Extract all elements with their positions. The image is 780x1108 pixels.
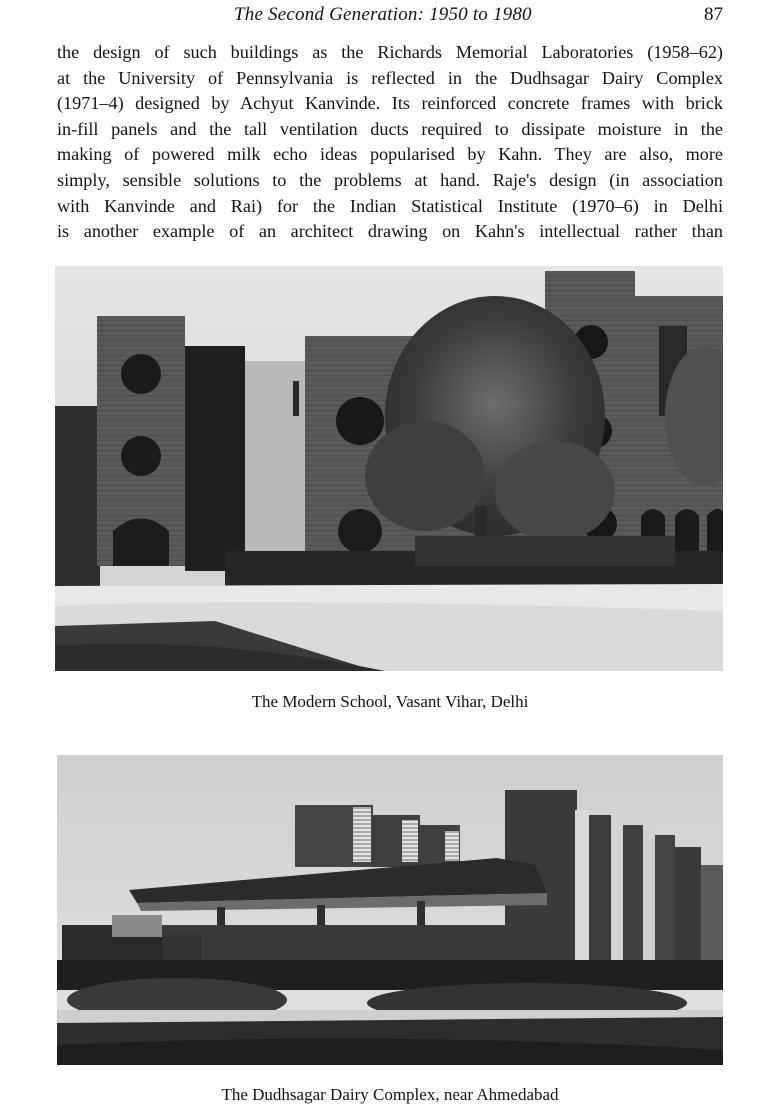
modern-school-illustration — [55, 266, 723, 671]
body-line: the design of such buildings as the Richards Memorial Laboratories (1958–62) — [57, 42, 723, 62]
body-paragraph — [57, 40, 723, 245]
body-line: making of powered milk echo ideas popularised by Kahn. They are also, more — [57, 144, 723, 165]
body-line: in-fill panels and the tall ventilation ducts required to dissipate moisture in the — [57, 118, 723, 139]
body-line: simply, sensible solutions to the problems at hand. Raje's design (in association — [57, 169, 723, 190]
running-title: The Second Generation: 1950 to 1980 — [234, 4, 532, 25]
body-line: with Kanvinde and Rai) for the Indian Statistical Institute (1970–6) in Delhi — [57, 195, 723, 216]
body-line: (1971–4) designed by Achyut Kanvinde. Its reinforced concrete frames with brick — [57, 93, 723, 114]
body-line: at the University of Pennsylvania is reflected in the Dudhsagar Dairy Complex — [57, 67, 723, 88]
dudhsagar-dairy-illustration — [57, 755, 723, 1065]
dudhsagar-dairy-photo — [57, 755, 723, 1065]
figure-caption-dudhsagar-dairy: The Dudhsagar Dairy Complex, near Ahmedabad — [221, 1085, 559, 1104]
figure-caption-modern-school: The Modern School, Vasant Vihar, Delhi — [251, 692, 529, 711]
modern-school-photo — [55, 266, 723, 671]
body-line: is another example of an architect drawing on Kahn's intellectual rather than — [57, 221, 723, 242]
running-head — [0, 4, 780, 26]
page-number: 87 — [704, 4, 723, 25]
